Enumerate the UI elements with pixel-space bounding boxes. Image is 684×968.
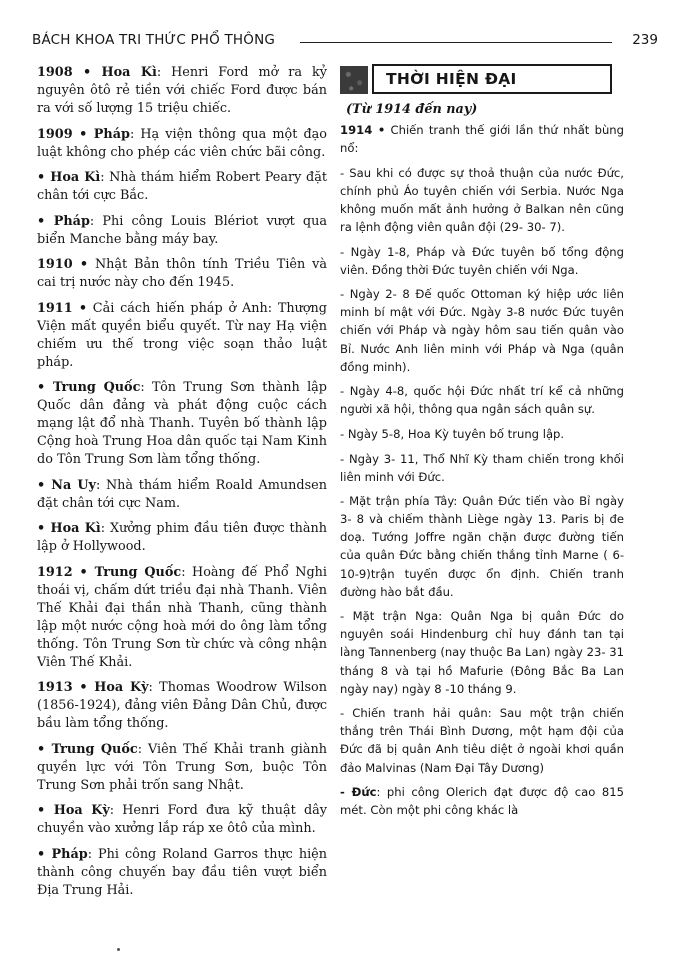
entry-lead: • Pháp (37, 213, 90, 229)
running-header-title: BÁCH KHOA TRI THỨC PHỔ THÔNG (32, 32, 276, 48)
entry (37, 379, 327, 469)
entry (340, 492, 624, 601)
entry (340, 121, 624, 157)
entry (340, 783, 624, 819)
header-rule (300, 42, 612, 43)
entry (340, 285, 624, 375)
entry (340, 704, 624, 776)
entry (37, 300, 327, 372)
entry-lead: 1913 • Hoa Kỳ (37, 680, 149, 695)
entry-text: - Mặt trận phía Tây: Quân Đức tiến vào Bỉ ngày 3- 8 và chiếm thành Liège ngày 13. Paris bị đe doạ. Tướng Joffre ngăn chặn được đường tiến của quân Đức bằng chiến thắng tỉnh Marne ( 6-10-9)trận tuyến được ổn định. Chiến tranh đường hào bắt đầu. (340, 494, 624, 599)
entry-text: : Xưởng phim đầu tiên được thành lập ở Hollywood. (37, 521, 327, 554)
entry-lead: • Hoa Kỳ (37, 803, 110, 818)
entry-text: - Ngày 4-8, quốc hội Đức nhất trí kể cả những người xã hội, thông qua ngân sách quân sự. (340, 384, 624, 417)
entry (37, 741, 327, 795)
entry-text: Chiến tranh thế giới lần thứ nhất bùng nổ: (340, 123, 624, 156)
entry-text: : Phi công Louis Blériot vượt qua biển Manche bằng máy bay. (37, 213, 327, 247)
entry (37, 477, 327, 513)
entry-lead: • Na Uy (37, 477, 96, 493)
entry (37, 846, 327, 900)
entry (340, 607, 624, 697)
entry-lead: 1908 • Hoa Kì (37, 65, 157, 80)
entry-text: - Ngày 3- 11, Thổ Nhĩ Kỳ tham chiến trong khối liên minh với Đức. (340, 451, 624, 484)
entry (340, 243, 624, 279)
entry-text: : Phi công Roland Garros thực hiện thành công chuyến bay đầu tiên vượt biển Địa Trung Hải. (37, 846, 327, 898)
entry-text: : Henri Ford mở ra kỷ nguyên ôtô rẻ tiền với chiếc Ford được bán ra với số lượng 15 triệu chiếc. (37, 65, 327, 116)
left-column (37, 64, 327, 907)
entry-lead: 1914 • (340, 123, 386, 137)
entry-text: - Ngày 5-8, Hoa Kỳ tuyên bố trung lập. (340, 426, 565, 441)
entry (37, 802, 327, 838)
entry (37, 213, 327, 249)
entry-text: : Hạ viện thông qua một đạo luật không cho phép các viên chức bãi công. (37, 126, 327, 160)
entry-lead: • Hoa Kì (37, 170, 101, 185)
entry-text: Nhật Bản thôn tính Triều Tiên và cai trị nước này cho đến 1945. (37, 257, 327, 290)
section-title: THỜI HIỆN ĐẠI (386, 70, 517, 88)
entry (340, 450, 624, 486)
section-heading (340, 64, 624, 98)
entry-lead: 1910 • (37, 257, 89, 272)
entry-text: : Hoàng đế Phổ Nghi thoái vị, chấm dứt triều đại nhà Thanh. Viên Thế Khải đại thần nhà Thanh, cũng thành lập một nước cộng hoà mới do ông làm tổng thống. Tôn Trung Sơn từ chức và công nhận Viên Thế Khải. (37, 564, 327, 670)
entry (340, 164, 624, 236)
section-marker-icon (340, 66, 368, 94)
entry (37, 126, 327, 162)
entry (37, 169, 327, 205)
entry-text: : Thomas Woodrow Wilson (1856-1924), đảng viên Đảng Dân Chủ, được bầu làm tổng thống. (37, 680, 327, 731)
entry-text: : Tôn Trung Sơn thành lập Quốc dân đảng và phát động cuộc cách mạng lật đổ nhà Thanh. Tuyên bố thành lập Cộng hoà Trung Hoa dân quốc tại Nam Kinh do Tôn Trung Sơn làm tổng thống. (37, 380, 327, 467)
entry-text: - Sau khi có được sự thoả thuận của nước Đức, chính phủ Áo tuyên chiến với Serbia. Nước Nga không muốn mất ảnh hưởng ở Balkan nên cũng ra lệnh động viên quân đội (29- 30- 7). (340, 165, 624, 234)
entry-lead: - Đức (340, 785, 377, 800)
page-number: 239 (632, 32, 658, 48)
entry-text: : Nhà thám hiểm Robert Peary đặt chân tới cực Bắc. (37, 170, 327, 203)
entry-text: - Mặt trận Nga: Quân Nga bị quân Đức do nguyên soái Hindenburg chỉ huy đánh tan tại làng Tannenberg (nay thuộc Ba Lan) ngày 23- 31 tháng 8 và tại hồ Mafurie (Đông Bắc Ba Lan ngày nay) ngày 8 -10 tháng 9. (340, 609, 624, 696)
entry-text: : phi công Olerich đạt được độ cao 815 mét. Còn một phi công khác là (340, 785, 624, 818)
entry-text: : Viên Thế Khải tranh giành quyền lực với Tôn Trung Sơn, buộc Tôn Trung Sơn phải trốn sang Nhật. (37, 741, 327, 793)
entry (37, 564, 327, 672)
entry-text: : Henri Ford đưa kỹ thuật dây chuyền vào xưởng lắp ráp xe ôtô của mình. (37, 803, 327, 836)
entry (37, 256, 327, 292)
entry (340, 425, 624, 443)
entry-lead: • Trung Quốc (37, 741, 138, 757)
entry (340, 382, 624, 418)
entry-text: : Nhà thám hiểm Roald Amundsen đặt chân tới cực Nam. (37, 477, 327, 511)
entry-text: Cải cách hiến pháp ở Anh: Thượng Viện mất quyền biểu quyết. Từ nay Hạ viện chiếm ưu thế trong việc soạn thảo luật pháp. (37, 300, 327, 370)
entry-lead: 1912 • Trung Quốc (37, 564, 182, 580)
entry-text: - Chiến tranh hải quân: Sau một trận chiến thắng trên Thái Bình Dương, một hạm đội của Đức đã bị quân Anh tiêu diệt ở ngoài khơi quần đảo Malvinas (Nam Đại Tây Dương) (340, 706, 624, 775)
right-column (340, 64, 624, 826)
entry-lead: • Pháp (37, 846, 88, 862)
entry-lead: 1911 • (37, 300, 87, 316)
entry-lead: • Hoa Kì (37, 521, 101, 536)
section-subtitle: (Từ 1914 đến nay) (346, 102, 478, 117)
entry-lead: 1909 • Pháp (37, 126, 130, 142)
page-speck (117, 948, 120, 951)
section-title-box (372, 64, 612, 94)
entry (37, 520, 327, 556)
running-header (24, 30, 664, 52)
entry-text: - Ngày 1-8, Pháp và Đức tuyên bố tổng động viên. Đồng thời Đức tuyên chiến với Nga. (340, 244, 624, 277)
entry-text: - Ngày 2- 8 Đế quốc Ottoman ký hiệp ước liên minh bí mật với Đức. Ngày 3-8 nước Đức tuyên chiến với Pháp và ngày hôm sau tiến quân vào Bỉ. Nước Anh liên minh với Pháp và Nga (quân đồng minh). (340, 287, 624, 374)
entry (37, 679, 327, 733)
entry (37, 64, 327, 118)
entry-lead: • Trung Quốc (37, 380, 141, 395)
